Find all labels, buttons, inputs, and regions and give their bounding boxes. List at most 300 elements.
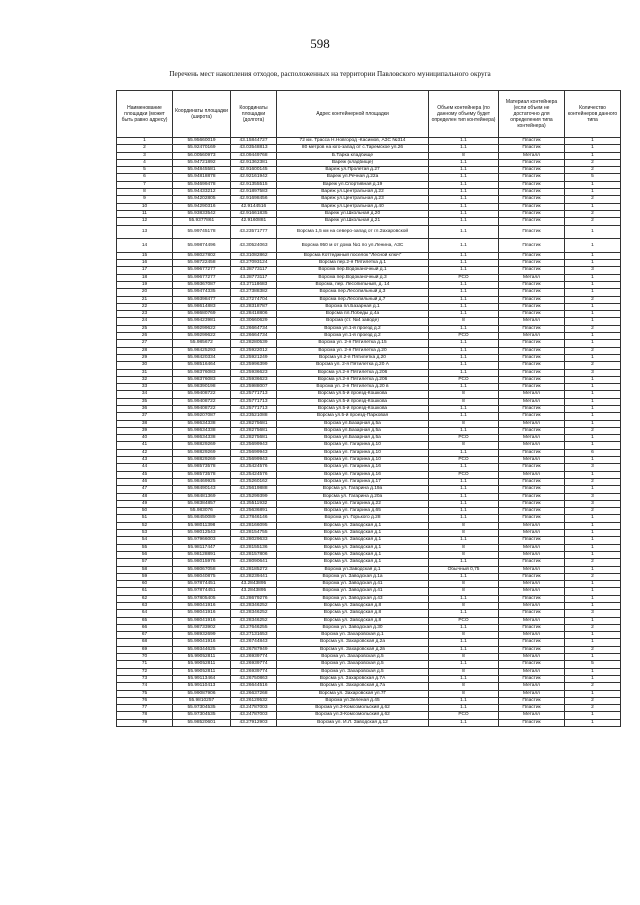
table-row (117, 167, 621, 174)
cell-address: Ворсма, пер. Лесопильный, д. 14 (277, 281, 429, 288)
cell-volume: 1.1 (429, 384, 499, 391)
cell-volume: 1.1 (429, 138, 499, 145)
cell-latitude: 55.94845581 (173, 167, 231, 174)
cell-address: 72 км. Трасса Н.Новгород -Касимов, АЗС №314 (277, 138, 429, 145)
table-row (117, 260, 621, 267)
cell-material: Пластик (499, 478, 565, 485)
table-row (117, 181, 621, 188)
cell-longitude: 43.28773117 (231, 274, 277, 281)
cell-volume: 1.1 (429, 267, 499, 274)
page-number: 598 (310, 36, 330, 51)
cell-address: Ворсма пл.Базарная д.1 (277, 303, 429, 310)
cell-material: Пластик (499, 196, 565, 203)
cell-volume: 1.1 (429, 196, 499, 203)
cell-volume: 1.1 (429, 405, 499, 412)
cell-number: 56 (117, 551, 173, 558)
cell-material: Металл (499, 712, 565, 719)
cell-material: Пластик (499, 405, 565, 412)
cell-longitude: 43.26744843 (231, 639, 277, 646)
cell-latitude: 55.98516464 (173, 362, 231, 369)
cell-count: 1 (565, 225, 621, 239)
cell-number: 70 (117, 654, 173, 661)
cell-latitude: 55.97874451 (173, 588, 231, 595)
cell-material: Пластик (499, 486, 565, 493)
cell-latitude: 56.00560973 (173, 152, 231, 159)
cell-count: 1 (565, 252, 621, 259)
cell-material: Металл (499, 457, 565, 464)
cell-material: Металл (499, 654, 565, 661)
table-row (117, 603, 621, 610)
cell-volume: 1.1 (429, 478, 499, 485)
cell-latitude: 55.99087906 (173, 690, 231, 697)
cell-material: Пластик (499, 189, 565, 196)
table-row (117, 354, 621, 361)
cell-material: Металл (499, 588, 565, 595)
cell-longitude: 43.28773117 (231, 267, 277, 274)
cell-count: 2 (565, 508, 621, 515)
cell-latitude: 55.99408722 (173, 391, 231, 398)
table-row (117, 145, 621, 152)
cell-longitude: 43.28346252 (231, 617, 277, 624)
table-row (117, 457, 621, 464)
cell-latitude: 55.98829269 (173, 449, 231, 456)
cell-longitude: 43.27846146 (231, 515, 277, 522)
cell-longitude: 43.24787003 (231, 705, 277, 712)
table-row (117, 347, 621, 354)
cell-address: Ворсма ул.5-й проезд-Кошкова (277, 391, 429, 398)
cell-number: 63 (117, 603, 173, 610)
cell-latitude: 55.99041916 (173, 639, 231, 646)
cell-address: Ворсма ул.3-Комсомольский д.62 (277, 705, 429, 712)
cell-longitude: 43.27388382 (231, 289, 277, 296)
table-row (117, 325, 621, 332)
cell-address: Ворсма ул. Гагарина д.17 (277, 478, 429, 485)
cell-volume: 8 (429, 581, 499, 588)
cell-address: Ворсма ул.Заводская д.1 (277, 566, 429, 573)
cell-latitude: 55.94290316 (173, 203, 231, 210)
table-row (117, 296, 621, 303)
cell-number: 68 (117, 639, 173, 646)
cell-number: 42 (117, 449, 173, 456)
cell-count: 1 (565, 384, 621, 391)
cell-address: Ворсма пер.Лесопильный д.7 (277, 296, 429, 303)
table-row (117, 478, 621, 485)
cell-material: Пластик (499, 362, 565, 369)
cell-latitude: 55.98041916 (173, 610, 231, 617)
cell-address: Ворсма ул. Заводская д.1 (277, 537, 429, 544)
cell-volume: 1.1 (429, 646, 499, 653)
cell-count: 1 (565, 340, 621, 347)
cell-volume: 1.1 (429, 181, 499, 188)
cell-volume: 8 (429, 588, 499, 595)
table-row (117, 646, 621, 653)
table-row (117, 683, 621, 690)
cell-volume: 1.1 (429, 203, 499, 210)
cell-volume: 1.1 (429, 296, 499, 303)
cell-count: 5 (565, 174, 621, 181)
cell-number: 25 (117, 325, 173, 332)
cell-volume: 1.1 (429, 218, 499, 225)
cell-material: Металл (499, 617, 565, 624)
cell-count: 2 (565, 697, 621, 704)
cell-count: 1 (565, 566, 621, 573)
table-row (117, 405, 621, 412)
cell-latitude: 55.97966003 (173, 537, 231, 544)
cell-volume: 1.1 (429, 697, 499, 704)
cell-address: Ворсма 1,5 км на северо-запад от гл.Захаровской (277, 225, 429, 239)
cell-number: 46 (117, 478, 173, 485)
cell-number: 67 (117, 632, 173, 639)
cell-volume: 1.1 (429, 362, 499, 369)
cell-count: 1 (565, 354, 621, 361)
cell-longitude: 43.25424576 (231, 464, 277, 471)
cell-volume: 1.1 (429, 449, 499, 456)
cell-number: 23 (117, 311, 173, 318)
cell-latitude: 55.94433212 (173, 189, 231, 196)
cell-longitude: 43.25699943 (231, 457, 277, 464)
cell-address: Ворсма ул. Заводская д.43 (277, 595, 429, 602)
cell-longitude: 43.26644516 (231, 683, 277, 690)
cell-address: Ворсма ул. Захаровская д.2а (277, 639, 429, 646)
header-material: Материал контейнера (если объем не достаточно для определения типа контейнера) (499, 91, 565, 138)
cell-longitude: 43.28318787 (231, 303, 277, 310)
cell-material: Пластик (499, 145, 565, 152)
cell-longitude: 43.15844727 (231, 138, 277, 145)
header-volume: Объем контейнера (по данному объему будет определен тип контейнера) (429, 91, 499, 138)
cell-count: 1 (565, 281, 621, 288)
cell-volume: 1.1 (429, 225, 499, 239)
cell-address: Ворсма ул.5-й проезд-Кошкова (277, 398, 429, 405)
cell-count: 5 (565, 661, 621, 668)
cell-volume: 1.1 (429, 210, 499, 217)
table-row (117, 595, 621, 602)
cell-count: 2 (565, 159, 621, 166)
table-row (117, 384, 621, 391)
cell-count: 2 (565, 478, 621, 485)
cell-material: Пластик (499, 537, 565, 544)
cell-address: Ворсма ул. Захаровская д.5 (277, 668, 429, 675)
cell-longitude: 43.27646255 (231, 624, 277, 631)
cell-number: 37 (117, 413, 173, 420)
document-title: Перечень мест накопления отходов, расположенных на территории Павловского муниципального округа (169, 70, 491, 78)
cell-material: Пластик (499, 289, 565, 296)
cell-volume: 1.1 (429, 500, 499, 507)
cell-volume: 1.1 (429, 340, 499, 347)
cell-number: 49 (117, 500, 173, 507)
cell-volume: РСО (429, 333, 499, 340)
cell-number: 21 (117, 296, 173, 303)
cell-count: 1 (565, 654, 621, 661)
cell-address: Б.Тарка кладбище (277, 152, 429, 159)
cell-number: 6 (117, 174, 173, 181)
table-row (117, 624, 621, 631)
cell-volume: 1.1 (429, 347, 499, 354)
cell-number: 14 (117, 239, 173, 253)
cell-number: 7 (117, 181, 173, 188)
cell-number: 45 (117, 471, 173, 478)
cell-volume: 1.1 (429, 167, 499, 174)
table-row (117, 697, 621, 704)
cell-material: Пластик (499, 464, 565, 471)
cell-address: Ворсма ул. Гагарина д.10 (277, 457, 429, 464)
cell-volume: 8 (429, 318, 499, 325)
cell-count: 3 (565, 267, 621, 274)
cell-longitude: 43.28090641 (231, 559, 277, 566)
cell-material: Металл (499, 632, 565, 639)
cell-number: 26 (117, 333, 173, 340)
cell-volume: 1.1 (429, 325, 499, 332)
cell-latitude: 55.98450089 (173, 515, 231, 522)
cell-address: Ворсма пл.Победы д.4а (277, 311, 429, 318)
cell-address: Ворсма Коттеджный поселок "Лесной ключ" (277, 252, 429, 259)
cell-volume: 1.1 (429, 464, 499, 471)
cell-longitude: 43.23571777 (231, 225, 277, 239)
cell-material: Пластик (499, 325, 565, 332)
cell-latitude: 55.98490143 (173, 486, 231, 493)
cell-latitude: 55.94721892 (173, 159, 231, 166)
cell-count: 1 (565, 544, 621, 551)
table-row (117, 471, 621, 478)
cell-count: 1 (565, 617, 621, 624)
cell-address: Ворсма ул. Заводская д.8 (277, 617, 429, 624)
cell-address: Ворсма ул. 2-я Пятилетка д.15 (277, 340, 429, 347)
table-row (117, 573, 621, 580)
cell-volume: РСО (429, 376, 499, 383)
cell-volume: 8 (429, 442, 499, 449)
cell-latitude: 55.98128891 (173, 551, 231, 558)
cell-number: 16 (117, 260, 173, 267)
cell-number: 64 (117, 610, 173, 617)
cell-latitude: 55.98384857 (173, 500, 231, 507)
cell-count: 2 (565, 683, 621, 690)
cell-material: Пластик (499, 311, 565, 318)
cell-material: Пластик (499, 493, 565, 500)
cell-address: Ворсма ул. 2-я Пятилетка д.20 в (277, 384, 429, 391)
table-row (117, 252, 621, 259)
cell-volume: 1.1 (429, 239, 499, 253)
cell-number: 51 (117, 515, 173, 522)
cell-address: Ворсма ул. Гагарина д.22 (277, 500, 429, 507)
cell-latitude: 55.99052811 (173, 654, 231, 661)
cell-number: 73 (117, 675, 173, 682)
cell-count: 1 (565, 398, 621, 405)
cell-material: Пластик (499, 661, 565, 668)
cell-material: Пластик (499, 347, 565, 354)
cell-volume: 1.1 (429, 427, 499, 434)
table-row (117, 391, 621, 398)
cell-count: 2 (565, 210, 621, 217)
table-row (117, 340, 621, 347)
cell-number: 38 (117, 420, 173, 427)
cell-number: 47 (117, 486, 173, 493)
cell-count: 1 (565, 152, 621, 159)
cell-latitude: 55.97805405 (173, 595, 231, 602)
cell-count: 2 (565, 325, 621, 332)
cell-count: 2 (565, 167, 621, 174)
cell-material: Металл (499, 544, 565, 551)
cell-latitude: 55.99408722 (173, 398, 231, 405)
cell-count: 2 (565, 296, 621, 303)
cell-count: 1 (565, 145, 621, 152)
cell-volume: РСО (429, 435, 499, 442)
cell-latitude: 55.95660019 (173, 138, 231, 145)
cell-latitude: 55.98027802 (173, 252, 231, 259)
cell-number: 60 (117, 581, 173, 588)
cell-address: Ворсма ул.3-Комсомольский д.62 (277, 712, 429, 719)
cell-latitude: 55.98520601 (173, 719, 231, 726)
cell-material: Пластик (499, 624, 565, 631)
cell-material: Пластик (499, 354, 565, 361)
table-row (117, 333, 621, 340)
cell-latitude: 55.98634338 (173, 427, 231, 434)
table-row (117, 486, 621, 493)
cell-volume: Обычный 0,75 (429, 566, 499, 573)
cell-count: 1 (565, 442, 621, 449)
cell-number: 22 (117, 303, 173, 310)
table-row (117, 610, 621, 617)
cell-number: 35 (117, 398, 173, 405)
cell-volume: 1.1 (429, 610, 499, 617)
cell-number: 2 (117, 145, 173, 152)
table-row (117, 500, 621, 507)
cell-address: Ворсма ул.5-й проезд-Кошкова (277, 405, 429, 412)
cell-material: Пластик (499, 296, 565, 303)
cell-volume: 8 (429, 668, 499, 675)
cell-latitude: 55.983076 (173, 508, 231, 515)
cell-count: 1 (565, 333, 621, 340)
table-row (117, 427, 621, 434)
cell-number: 75 (117, 690, 173, 697)
cell-longitude: 43.27912903 (231, 719, 277, 726)
cell-latitude: 55.98573578 (173, 464, 231, 471)
cell-number: 24 (117, 318, 173, 325)
cell-count: 2 (565, 573, 621, 580)
cell-longitude: 43.25424576 (231, 471, 277, 478)
cell-material: Пластик (499, 218, 565, 225)
cell-longitude: 43.25511932 (231, 500, 277, 507)
cell-material: Пластик (499, 697, 565, 704)
cell-number: 28 (117, 347, 173, 354)
table-row (117, 581, 621, 588)
cell-count: 2 (565, 427, 621, 434)
cell-address: Вареж ул.Центральная д.23 (277, 196, 429, 203)
cell-latitude: 55.98469925 (173, 478, 231, 485)
table-row (117, 318, 621, 325)
table-row (117, 369, 621, 376)
cell-latitude: 55.93833542 (173, 210, 231, 217)
cell-longitude: 43.27118683 (231, 281, 277, 288)
cell-number: 76 (117, 697, 173, 704)
table-row (117, 705, 621, 712)
cell-number: 65 (117, 617, 173, 624)
cell-longitude: 42.91698456 (231, 196, 277, 203)
cell-count: 1 (565, 311, 621, 318)
header-latitude: Координаты площадки (широта) (173, 91, 231, 138)
cell-address: Ворсма 950 м от дома №1 по ул.Ленина, АЗС (277, 239, 429, 253)
cell-count: 1 (565, 515, 621, 522)
table-row (117, 508, 621, 515)
cell-count: 2 (565, 705, 621, 712)
cell-count: 1 (565, 260, 621, 267)
table-row (117, 362, 621, 369)
cell-volume: 1.1 (429, 595, 499, 602)
cell-volume: 8 (429, 398, 499, 405)
cell-material: Металл (499, 420, 565, 427)
table-row (117, 530, 621, 537)
cell-number: 44 (117, 464, 173, 471)
cell-latitude: 55.98420334 (173, 354, 231, 361)
cell-latitude: 55.98012543 (173, 530, 231, 537)
cell-number: 10 (117, 203, 173, 210)
cell-number: 66 (117, 624, 173, 631)
cell-count: 3 (565, 464, 621, 471)
table-row (117, 196, 621, 203)
cell-material: Металл (499, 690, 565, 697)
cell-latitude: 55.94202805 (173, 196, 231, 203)
cell-volume: 1.1 (429, 705, 499, 712)
cell-number: 48 (117, 493, 173, 500)
cell-number: 72 (117, 668, 173, 675)
cell-volume: 1.1 (429, 675, 499, 682)
cell-latitude: 55.97874451 (173, 581, 231, 588)
cell-address: Ворсма ул. Захаровская д.7А (277, 675, 429, 682)
cell-address: Вареж ул.Спортивная д.19 (277, 181, 429, 188)
cell-number: 3 (117, 152, 173, 159)
cell-number: 77 (117, 705, 173, 712)
cell-address: Ворсма ул. Заводская д.41 (277, 581, 429, 588)
cell-material: Пластик (499, 267, 565, 274)
cell-address: Ворсма ул. Заводская д.30 (277, 624, 429, 631)
cell-material: Пластик (499, 181, 565, 188)
cell-address: Ворсма (ст. №4 заводе) (277, 318, 429, 325)
cell-volume: 8 (429, 603, 499, 610)
cell-material: Металл (499, 442, 565, 449)
cell-number: 41 (117, 442, 173, 449)
cell-count: 1 (565, 138, 621, 145)
cell-count: 1 (565, 405, 621, 412)
cell-latitude: 55.98634338 (173, 420, 231, 427)
cell-latitude: 55.98015976 (173, 559, 231, 566)
cell-count: 3 (565, 610, 621, 617)
cell-number: 34 (117, 391, 173, 398)
table-row (117, 225, 621, 239)
cell-material: Металл (499, 522, 565, 529)
cell-latitude: 55.98829269 (173, 442, 231, 449)
cell-count: 1 (565, 639, 621, 646)
table-row (117, 639, 621, 646)
cell-count: 1 (565, 457, 621, 464)
cell-count: 1 (565, 391, 621, 398)
cell-material: Пластик (499, 639, 565, 646)
cell-latitude: 55.9377861 (173, 218, 231, 225)
cell-material: Пластик (499, 500, 565, 507)
cell-latitude: 55.94818878 (173, 174, 231, 181)
cell-number: 78 (117, 712, 173, 719)
cell-volume: 8 (429, 683, 499, 690)
cell-number: 79 (117, 719, 173, 726)
cell-material: Пластик (499, 203, 565, 210)
table-row (117, 449, 621, 456)
cell-latitude: 55.94699478 (173, 181, 231, 188)
cell-number: 8 (117, 189, 173, 196)
table-row (117, 551, 621, 558)
table-row (117, 566, 621, 573)
table-row (117, 442, 621, 449)
cell-material: Пластик (499, 384, 565, 391)
cell-material: Пластик (499, 413, 565, 420)
cell-longitude: 43.25996399 (231, 362, 277, 369)
cell-address: Ворсма ул. Захаровская д.7а (277, 683, 429, 690)
